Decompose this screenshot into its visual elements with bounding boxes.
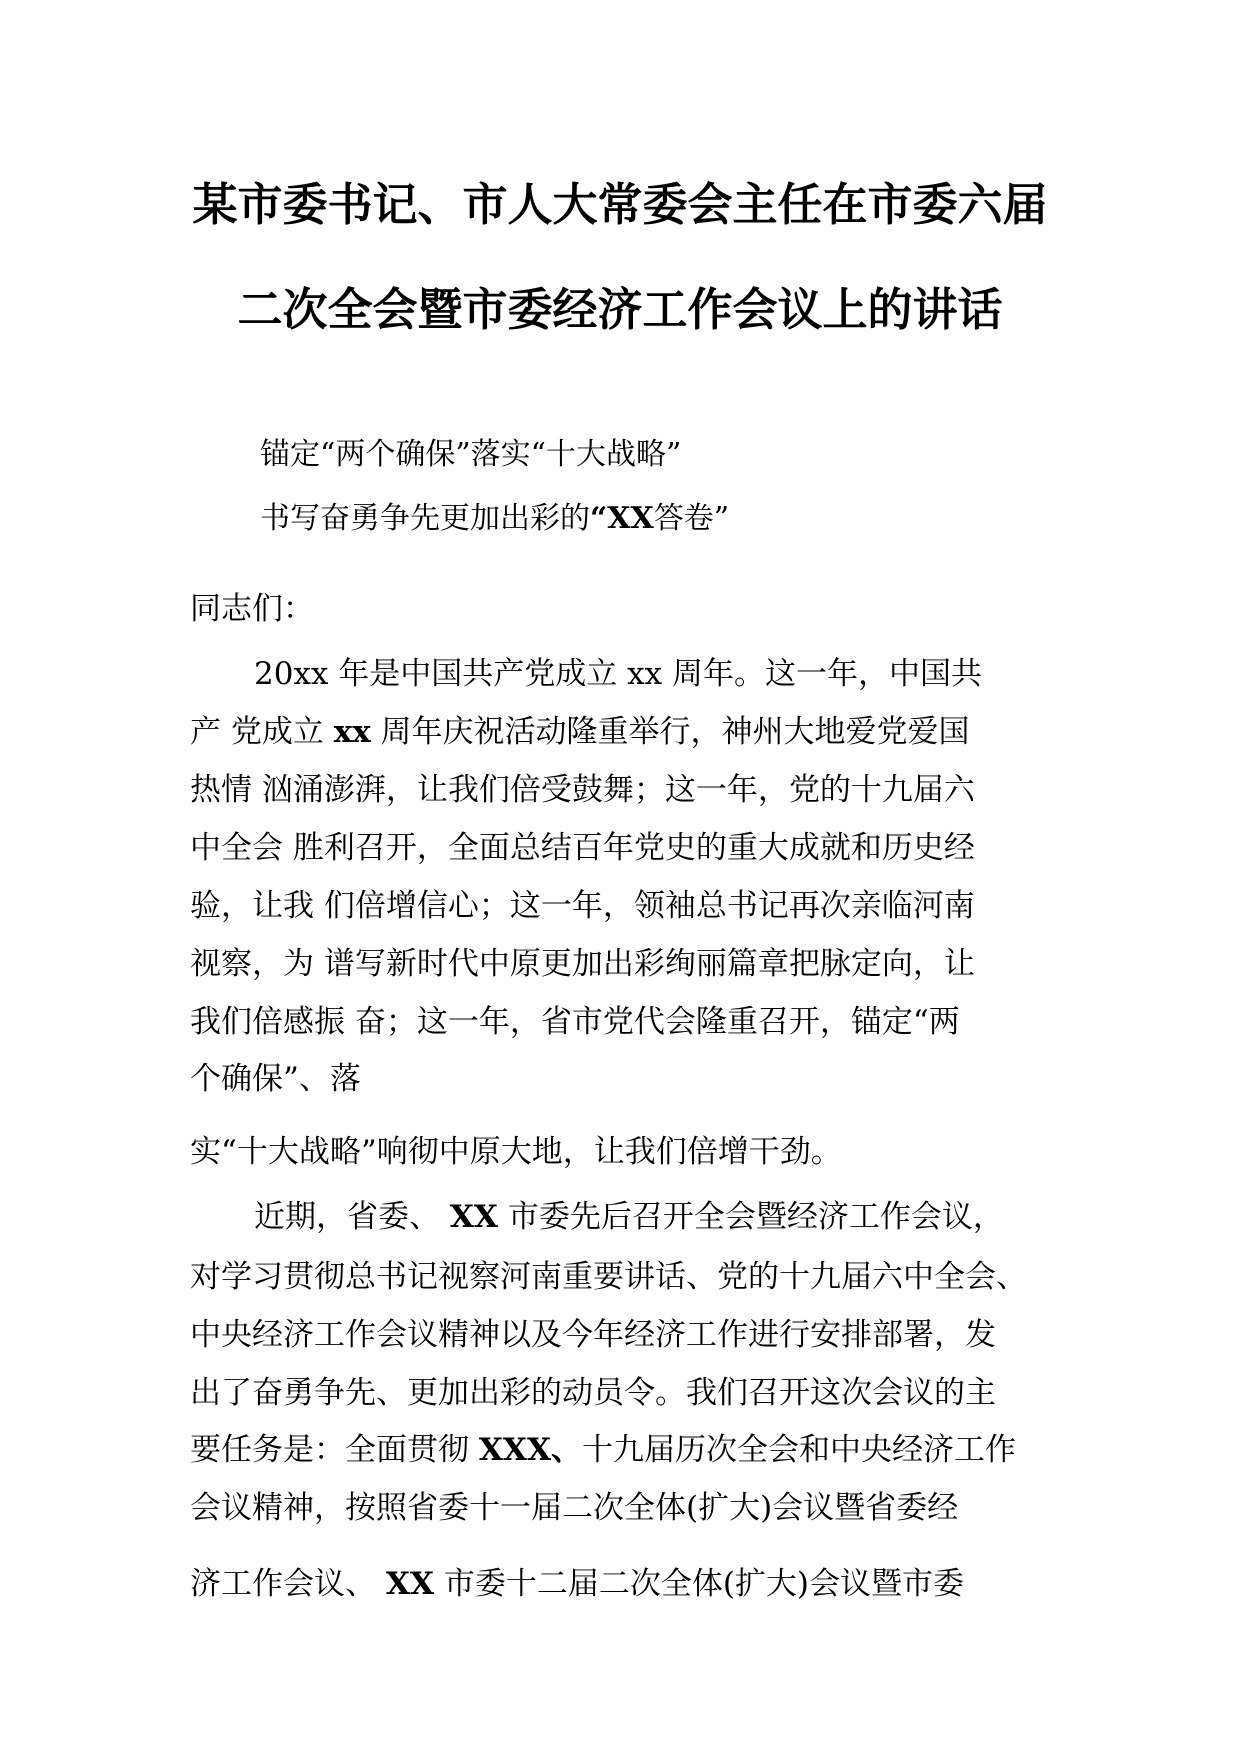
- para2-line-3: 中央经济工作会议精神以及今年经济工作进行安排部署，发: [190, 1317, 996, 1353]
- salutation: 同志们：: [190, 591, 314, 627]
- subtitle-line-2: 书写奋勇争先更加出彩的“XX答卷”: [260, 501, 730, 536]
- para1-line-7: 我们倍感振 奋；这一年，省市党代会隆重召开，锚定“两: [190, 1004, 960, 1040]
- para1-line-5: 验，让我 们倍增信心；这一年，领袖总书记再次亲临河南: [190, 888, 975, 924]
- para1-line-9: 实“十大战略”响彻中原大地，让我们倍增干劲。: [190, 1134, 842, 1170]
- para2-line-1: 近期，省委、 XX 市委先后召开全会暨经济工作会议，: [254, 1199, 1004, 1235]
- subtitle-line-1: 锚定“两个确保”落实“十大战略”: [260, 437, 682, 472]
- para2-line-4: 出了奋勇争先、更加出彩的动员令。我们召开这次会议的主: [190, 1375, 996, 1411]
- para2-line-7: 济工作会议、 XX 市委十二届二次全体(扩大)会议暨市委: [190, 1566, 965, 1602]
- title-line-2: 二次全会暨市委经济工作会议上的讲话: [237, 283, 1003, 336]
- para1-line-1: 20xx 年是中国共产党成立 xx 周年。这一年，中国共: [254, 656, 982, 692]
- para2-line-6: 会议精神，按照省委十一届二次全体(扩大)会议暨省委经: [190, 1490, 959, 1526]
- para1-line-3: 热情 汹涌澎湃，让我们倍受鼓舞；这一年，党的十九届六: [190, 772, 975, 808]
- para2-line-5: 要任务是：全面贯彻 XXX、十九届历次全会和中央经济工作: [190, 1432, 1017, 1468]
- para1-line-4: 中全会 胜利召开，全面总结百年党史的重大成就和历史经: [190, 830, 975, 866]
- para1-line-2: 产 党成立 xx 周年庆祝活动隆重举行，神州大地爱党爱国: [190, 714, 970, 750]
- para1-line-6: 视察，为 谱写新时代中原更加出彩绚丽篇章把脉定向，让: [190, 946, 975, 982]
- para2-line-2: 对学习贯彻总书记视察河南重要讲话、党的十九届六中全会、: [190, 1259, 1027, 1295]
- para1-line-8: 个确保”、落: [190, 1061, 361, 1097]
- title-line-1: 某市委书记、市人大常委会主任在市委六届: [192, 178, 1048, 231]
